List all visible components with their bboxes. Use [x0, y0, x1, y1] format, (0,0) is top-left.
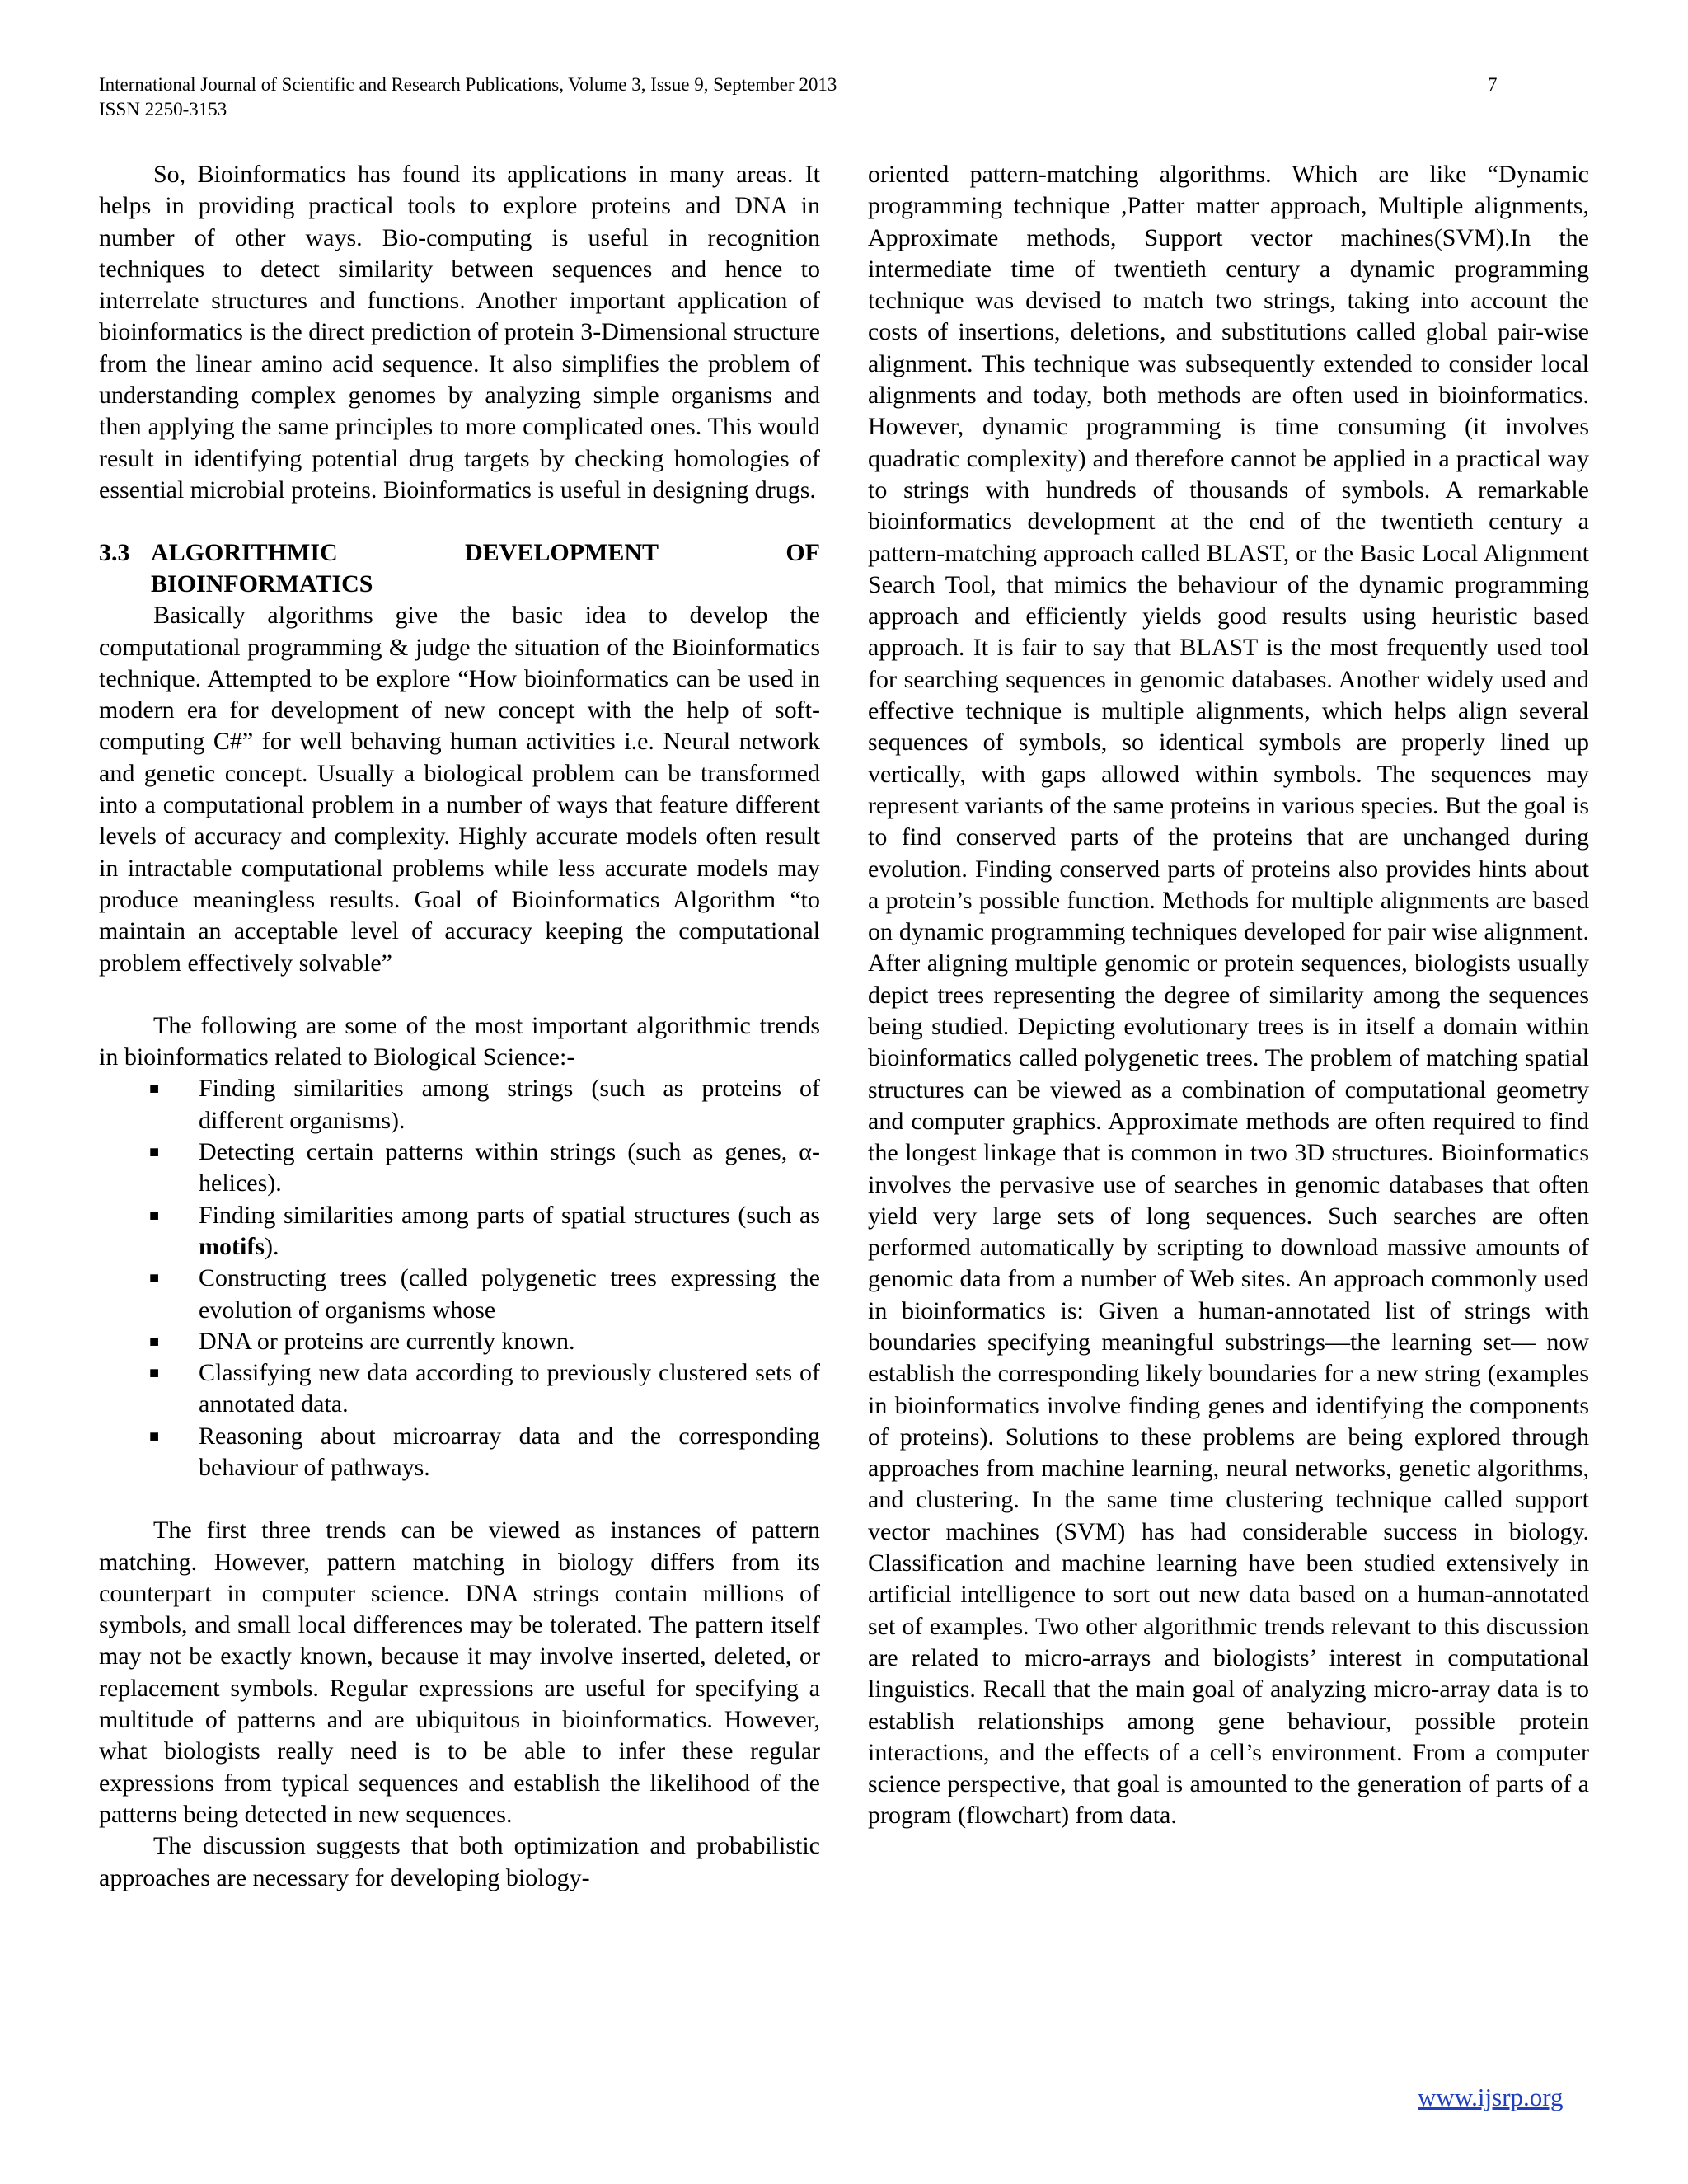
list-item: ■ Reasoning about microarray data and the corresponding behaviour of pathways.: [149, 1422, 820, 1481]
journal-citation: International Journal of Scientific and Research Publications, Volume 3, Issue 9, September 2013: [99, 74, 837, 95]
bullet-icon: ■: [149, 1364, 160, 1383]
section-number: 3.3: [99, 539, 130, 567]
section-heading: [99, 537, 820, 600]
list-item: ■ Constructing trees (called polygenetic trees expressing the evolution of organisms whose: [149, 1264, 820, 1324]
bullet-icon: ■: [149, 1427, 160, 1446]
paragraph-algorithms: Basically algorithms give the basic idea to develop the computational programming & judge the situation of the Bioinformatics technique. Attempted to be explore “How bioinformatics can be used in modern era for development of new concept with the help of soft-computing C#” for well behaving human activities i.e. Neural network and genetic concept. Usually a biological problem can be transformed into a computational problem in a number of ways that feature different levels of accuracy and complexity. Highly accurate models often result in intractable computational problems while less accurate models may produce meaningless results. Goal of Bioinformatics Algorithm “to maintain an acceptable level of accuracy keeping the computational problem effectively solvable”: [99, 602, 820, 977]
paragraph-trends-intro: The following are some of the most important algorithmic trends in bioinformatics related to Biological Science:-: [99, 1011, 820, 1071]
paragraph-applications: So, Bioinformatics has found its applications in many areas. It helps in providing practical tools to explore proteins and DNA in number of other ways. Bio-computing is useful in recognition techniques to detect similarity between sequences and hence to interrelate structures and functions. Another important application of bioinformatics is the direct prediction of protein 3-Dimensional structure from the linear amino acid sequence. It also simplifies the problem of understanding complex genomes by analyzing simple organisms and then applying the same principles to more complicated ones. This would result in identifying potential drug targets by checking homologies of essential microbial proteins. Bioinformatics is useful in designing drugs.: [99, 161, 820, 504]
issn: ISSN 2250-3153: [99, 99, 227, 120]
list-item: ■ Finding similarities among parts of spatial structures (such as motifs).: [149, 1201, 820, 1260]
section-title-word: DEVELOPMENT: [464, 539, 659, 567]
right-column: [868, 159, 1589, 1832]
page-header: [99, 73, 1500, 122]
list-item: ■ DNA or proteins are currently known.: [199, 1326, 820, 1357]
bullet-icon: ■: [149, 1080, 160, 1099]
bullet-icon: ■: [149, 1143, 160, 1162]
page-number: 7: [1488, 74, 1498, 95]
section-title-word: ALGORITHMIC: [151, 539, 338, 567]
website-link[interactable]: www.ijsrp.org: [1418, 2083, 1564, 2111]
trends-list: [99, 1073, 820, 1483]
paragraph-pattern-matching: The first three trends can be viewed as instances of pattern matching. However, pattern matching in biology differs from its counterpart in computer science. DNA strings contain millions of symbols, and small local differences may be tolerated. The pattern itself may not be exactly known, because it may involve inserted, deleted, or replacement symbols. Regular expressions are useful for specifying a multitude of patterns and are ubiquitous in bioinformatics. However, what biologists really need is to be able to infer these regular expressions from typical sequences and establish the likelihood of the patterns being detected in new sequences.: [99, 1516, 820, 1828]
list-item: ■ Classifying new data according to previously clustered sets of annotated data.: [149, 1359, 820, 1418]
bullet-icon: ■: [149, 1206, 160, 1225]
paragraph-pattern-algorithms: oriented pattern-matching algorithms. Which are like “Dynamic programming technique ,Patter matter approach, Multiple alignments, Approximate methods, Support vector machines(SVM).In the intermediate time of twentieth century a dynamic programming technique was devised to match two strings, taking into account the costs of insertions, deletions, and substitutions called global pair-wise alignment. This technique was subsequently extended to consider local alignments and today, both methods are often used in bioinformatics. However, dynamic programming is time consuming (it involves quadratic complexity) and therefore cannot be applied in a practical way to strings with hundreds of thousands of symbols. A remarkable bioinformatics development at the end of the twentieth century a pattern-matching approach called BLAST, or the Basic Local Alignment Search Tool, that mimics the behaviour of the dynamic programming approach and efficiently yields good results using heuristic based approach. It is fair to say that BLAST is the most frequently used tool for searching sequences in genomic databases. Another widely used and effective technique is multiple alignments, which helps align several sequences of symbols, so identical symbols are properly lined up vertically, with gaps allowed within symbols. The sequences may represent variants of the same proteins in various species. But the goal is to find conserved parts of the proteins that are unchanged during evolution. Finding conserved parts of proteins also provides hints about a protein’s possible function. Methods for multiple alignments are based on dynamic programming techniques developed for pair wise alignment. After aligning multiple genomic or protein sequences, biologists usually depict trees representing the degree of similarity among the sequences being studied. Depicting evolutionary trees is in itself a domain within bioinformatics called polygenetic trees. The problem of matching spatial structures can be viewed as a combination of computational geometry and computer graphics. Approximate methods are often required to find the longest linkage that is common in two 3D structures. Bioinformatics involves the pervasive use of searches in genomic databases that often yield very large sets of long sequences. Such searches are often performed automatically by scripting to download massive amounts of genomic data from a number of Web sites. An approach commonly used in bioinformatics is: Given a human-annotated list of strings with boundaries specifying meaningful substrings—the learning set— now establish the corresponding likely boundaries for a new string (examples in bioinformatics involve finding genes and identifying the components of proteins). Solutions to these problems are being explored through approaches from machine learning, neural networks, genetic algorithms, and clustering. In the same time clustering technique called support vector machines (SVM) has had considerable success in biology. Classification and machine learning have been studied extensively in artificial intelligence to sort out new data based on a human-annotated set of examples. Two other algorithmic trends relevant to this discussion are related to micro-arrays and biologists’ interest in computational linguistics. Recall that the main goal of analyzing micro-array data is to establish relationships among gene behaviour, possible protein interactions, and the effects of a cell’s environment. From a computer science perspective, that goal is amounted to the generation of parts of a program (flowchart) from data.: [868, 161, 1589, 1830]
list-item: ■ Finding similarities among strings (such as proteins of different organisms).: [149, 1075, 820, 1134]
list-item: ■ Detecting certain patterns within strings (such as genes, α-helices).: [149, 1138, 820, 1197]
bullet-icon: ■: [149, 1269, 160, 1288]
bold-term: motifs: [199, 1232, 265, 1260]
paragraph-discussion: The discussion suggests that both optimization and probabilistic approaches are necessary for developing biology-: [99, 1832, 820, 1891]
section-title-line2: BIOINFORMATICS: [151, 570, 373, 598]
left-column: [99, 159, 820, 1894]
section-title-word: OF: [785, 539, 820, 567]
bullet-icon: ■: [149, 1332, 160, 1351]
